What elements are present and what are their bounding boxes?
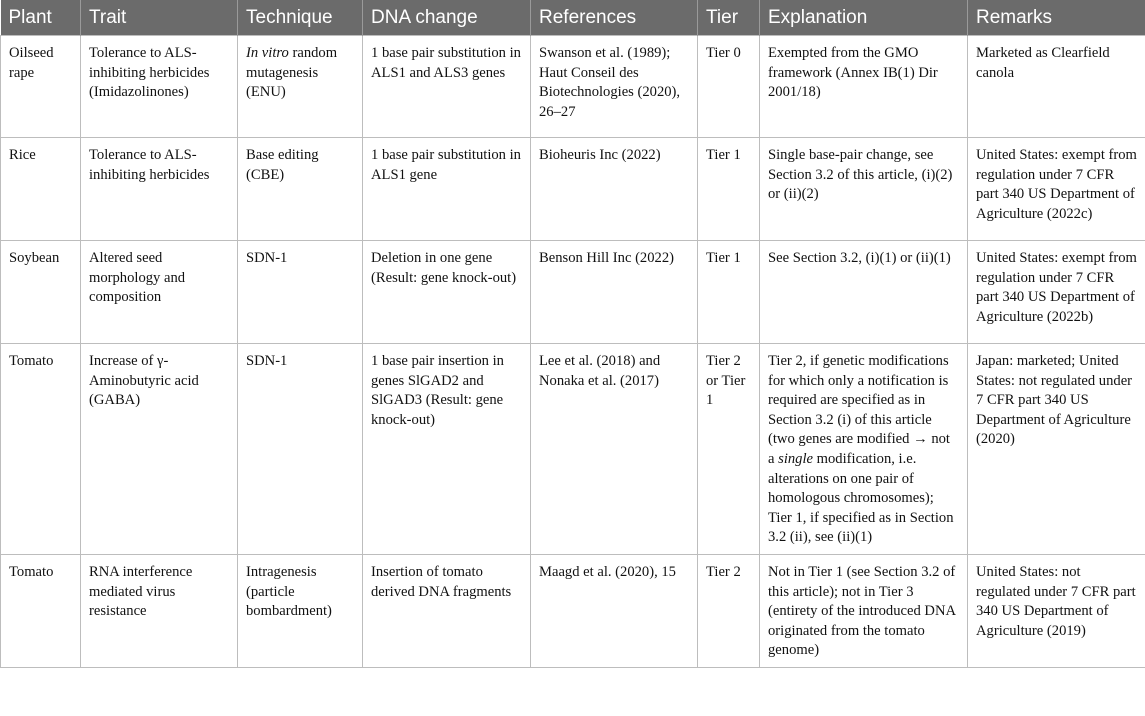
table-row bbox=[1, 138, 1145, 241]
cell-remarks: United States: not regulated under 7 CFR part 340 US Department of Agriculture (2019) bbox=[968, 554, 1145, 667]
cell-tier: Tier 2 or Tier 1 bbox=[698, 344, 760, 555]
cell-trait: Tolerance to ALS-inhibiting herbicides (Imidazolinones) bbox=[81, 36, 238, 138]
cell-explanation: Not in Tier 1 (see Section 3.2 of this article); not in Tier 3 (entirety of the introduced DNA originated from the tomato genome) bbox=[760, 554, 968, 667]
cell-plant: Rice bbox=[1, 138, 81, 241]
table-row bbox=[1, 344, 1145, 555]
cell-remarks: Japan: marketed; United States: not regulated under 7 CFR part 340 US Department of Agriculture (2020) bbox=[968, 344, 1145, 555]
table-row bbox=[1, 241, 1145, 344]
cell-references: Lee et al. (2018) and Nonaka et al. (2017) bbox=[531, 344, 698, 555]
cell-technique: SDN-1 bbox=[238, 241, 363, 344]
explanation-part-a: Tier 2, if genetic modifications for which only a notification is required are specified as in Section 3.2 (i) of this article (two genes are modified → not a bbox=[768, 353, 950, 467]
cell-remarks: United States: exempt from regulation under 7 CFR part 340 US Department of Agriculture (2022b) bbox=[968, 241, 1145, 344]
header-remarks: Remarks bbox=[968, 0, 1145, 36]
header-explanation: Explanation bbox=[760, 0, 968, 36]
cell-trait: Tolerance to ALS-inhibiting herbicides bbox=[81, 138, 238, 241]
cell-references: Swanson et al. (1989); Haut Conseil des Biotechnologies (2020), 26–27 bbox=[531, 36, 698, 138]
cell-explanation: Exempted from the GMO framework (Annex IB(1) Dir 2001/18) bbox=[760, 36, 968, 138]
cell-remarks: United States: exempt from regulation under 7 CFR part 340 US Department of Agriculture (2022c) bbox=[968, 138, 1145, 241]
cell-references: Bioheuris Inc (2022) bbox=[531, 138, 698, 241]
cell-dna-change: 1 base pair substitution in ALS1 and ALS3 genes bbox=[363, 36, 531, 138]
cell-plant: Soybean bbox=[1, 241, 81, 344]
cell-tier: Tier 2 bbox=[698, 554, 760, 667]
cell-plant: Oilseed rape bbox=[1, 36, 81, 138]
cell-remarks: Marketed as Clearfield canola bbox=[968, 36, 1145, 138]
cell-trait: RNA interference mediated virus resistance bbox=[81, 554, 238, 667]
table-row bbox=[1, 36, 1145, 138]
header-references: References bbox=[531, 0, 698, 36]
cell-technique bbox=[238, 36, 363, 138]
header-trait: Trait bbox=[81, 0, 238, 36]
explanation-italic: single bbox=[778, 450, 814, 467]
header-technique: Technique bbox=[238, 0, 363, 36]
header-plant: Plant bbox=[1, 0, 81, 36]
cell-trait: Increase of γ-Aminobutyric acid (GABA) bbox=[81, 344, 238, 555]
explanation-part-b: modification, i.e. alterations on one pair of homologous chromosomes); Tier 1, if specified as in Section 3.2 (ii), see (ii)(1) bbox=[768, 450, 954, 546]
cell-technique: SDN-1 bbox=[238, 344, 363, 555]
cell-references: Benson Hill Inc (2022) bbox=[531, 241, 698, 344]
cell-trait: Altered seed morphology and composition bbox=[81, 241, 238, 344]
cell-dna-change: 1 base pair substitution in ALS1 gene bbox=[363, 138, 531, 241]
cell-technique: Base editing (CBE) bbox=[238, 138, 363, 241]
table-header-row bbox=[1, 0, 1145, 36]
cell-explanation bbox=[760, 344, 968, 555]
cell-dna-change: Insertion of tomato derived DNA fragments bbox=[363, 554, 531, 667]
cell-tier: Tier 0 bbox=[698, 36, 760, 138]
technique-italic: In vitro bbox=[246, 45, 289, 61]
header-tier: Tier bbox=[698, 0, 760, 36]
cell-tier: Tier 1 bbox=[698, 138, 760, 241]
cell-dna-change: Deletion in one gene (Result: gene knock-out) bbox=[363, 241, 531, 344]
cell-plant: Tomato bbox=[1, 344, 81, 555]
cell-references: Maagd et al. (2020), 15 bbox=[531, 554, 698, 667]
cell-tier: Tier 1 bbox=[698, 241, 760, 344]
table-row bbox=[1, 554, 1145, 667]
cell-technique: Intragenesis (particle bombardment) bbox=[238, 554, 363, 667]
cell-explanation: See Section 3.2, (i)(1) or (ii)(1) bbox=[760, 241, 968, 344]
technique-text: random mutagenesis (ENU) bbox=[246, 45, 338, 101]
cell-dna-change: 1 base pair insertion in genes SlGAD2 and SlGAD3 (Result: gene knock-out) bbox=[363, 344, 531, 555]
header-dna-change: DNA change bbox=[363, 0, 531, 36]
cell-explanation: Single base-pair change, see Section 3.2 of this article, (i)(2) or (ii)(2) bbox=[760, 138, 968, 241]
cell-plant: Tomato bbox=[1, 554, 81, 667]
